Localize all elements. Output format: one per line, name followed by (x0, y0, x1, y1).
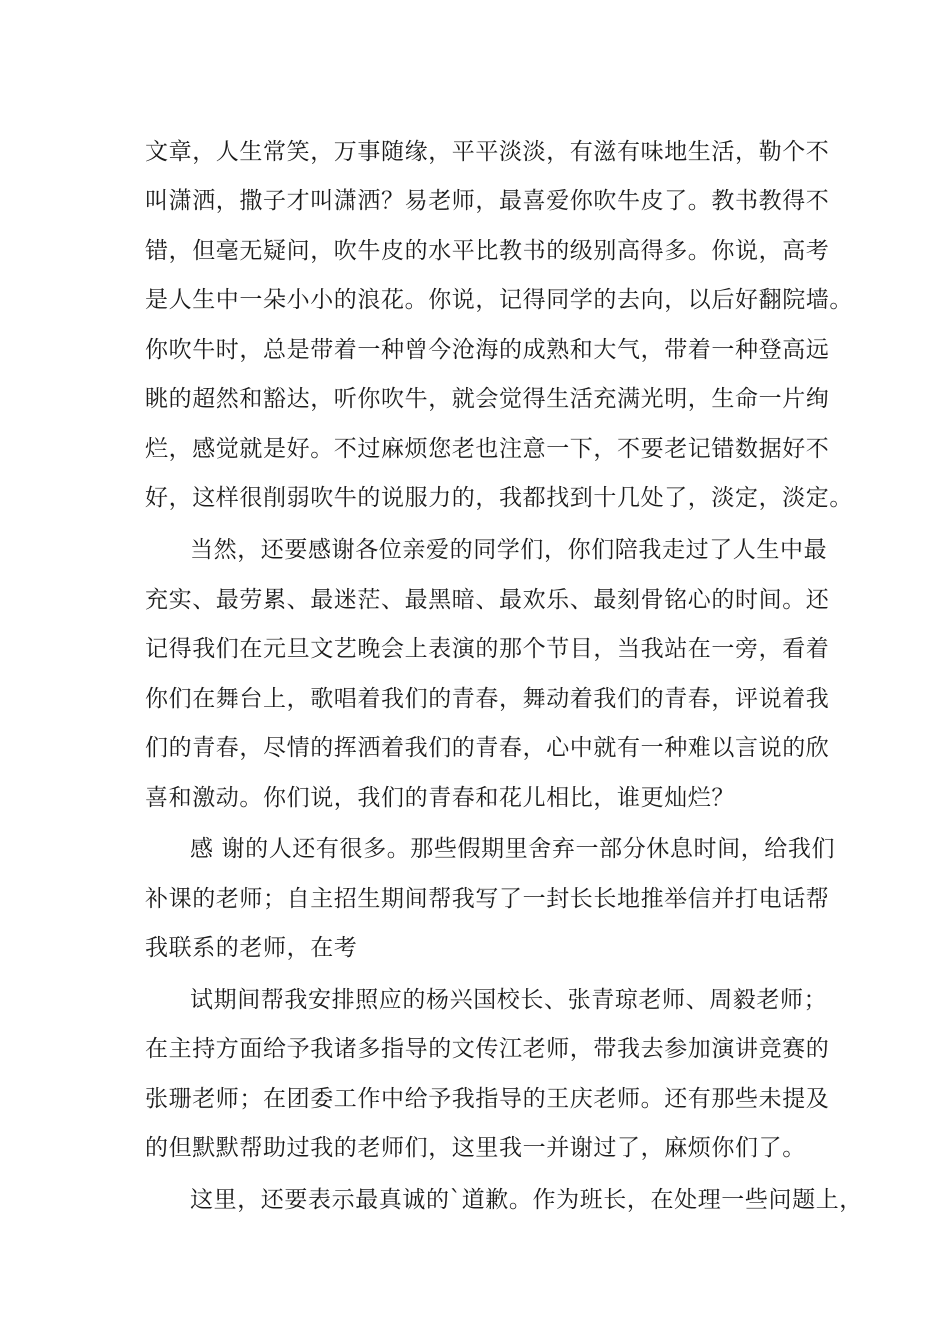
text-line: 好，这样很削弱吹牛的说服力的，我都找到十几处了，淡定，淡定。 (145, 485, 853, 511)
text-line: 喜和激动。你们说，我们的青春和花儿相比，谁更灿烂？ (145, 785, 735, 811)
text-line: 的但默默帮助过我的老师们，这里我一并谢过了，麻烦你们了。 (145, 1135, 806, 1161)
text-line: 记得我们在元旦文艺晚会上表演的那个节目，当我站在一旁，看着 (145, 636, 830, 662)
text-line: 们的青春，尽情的挥洒着我们的青春，心中就有一种难以言说的欣 (145, 735, 830, 761)
text-line: 你吹牛时，总是带着一种曾今沧海的成熟和大气，带着一种登高远 (145, 337, 830, 363)
text-line: 叫潇洒，撒子才叫潇洒？易老师，最喜爱你吹牛皮了。教书教得不 (145, 188, 830, 214)
text-line: 在主持方面给予我诸多指导的文传江老师，带我去参加演讲竞赛的 (145, 1036, 830, 1062)
paragraph-start-line: 感 谢的人还有很多。那些假期里舍弃一部分休息时间，给我们 (190, 836, 836, 862)
text-line: 你们在舞台上，歌唱着我们的青春，舞动着我们的青春，评说着我 (145, 686, 830, 712)
text-line: 错，但毫无疑问，吹牛皮的水平比教书的级别高得多。你说，高考 (145, 238, 830, 264)
text-line: 是人生中一朵小小的浪花。你说，记得同学的去向，以后好翻院墙。 (145, 287, 853, 313)
paragraph-start-line: 试期间帮我安排照应的杨兴国校长、张青琼老师、周毅老师； (190, 987, 828, 1013)
text-line: 张珊老师；在团委工作中给予我指导的王庆老师。还有那些未提及 (145, 1086, 830, 1112)
text-line: 眺的超然和豁达，听你吹牛，就会觉得生活充满光明，生命一片绚 (145, 386, 830, 412)
text-line: 烂，感觉就是好。不过麻烦您老也注意一下，不要老记错数据好不 (145, 436, 830, 462)
text-line: 补课的老师；自主招生期间帮我写了一封长长地推举信并打电话帮 (145, 886, 830, 912)
paragraph-start-line: 这里，还要表示最真诚的`道歉。作为班长，在处理一些问题上， (190, 1187, 863, 1213)
text-line: 充实、最劳累、最迷茫、最黑暗、最欢乐、最刻骨铭心的时间。还 (145, 587, 830, 613)
paragraph-start-line: 当然，还要感谢各位亲爱的同学们，你们陪我走过了人生中最 (190, 537, 828, 563)
text-line: 文章，人生常笑，万事随缘，平平淡淡，有滋有味地生活，勒个不 (145, 139, 830, 165)
text-line: 我联系的老师，在考 (145, 935, 358, 961)
